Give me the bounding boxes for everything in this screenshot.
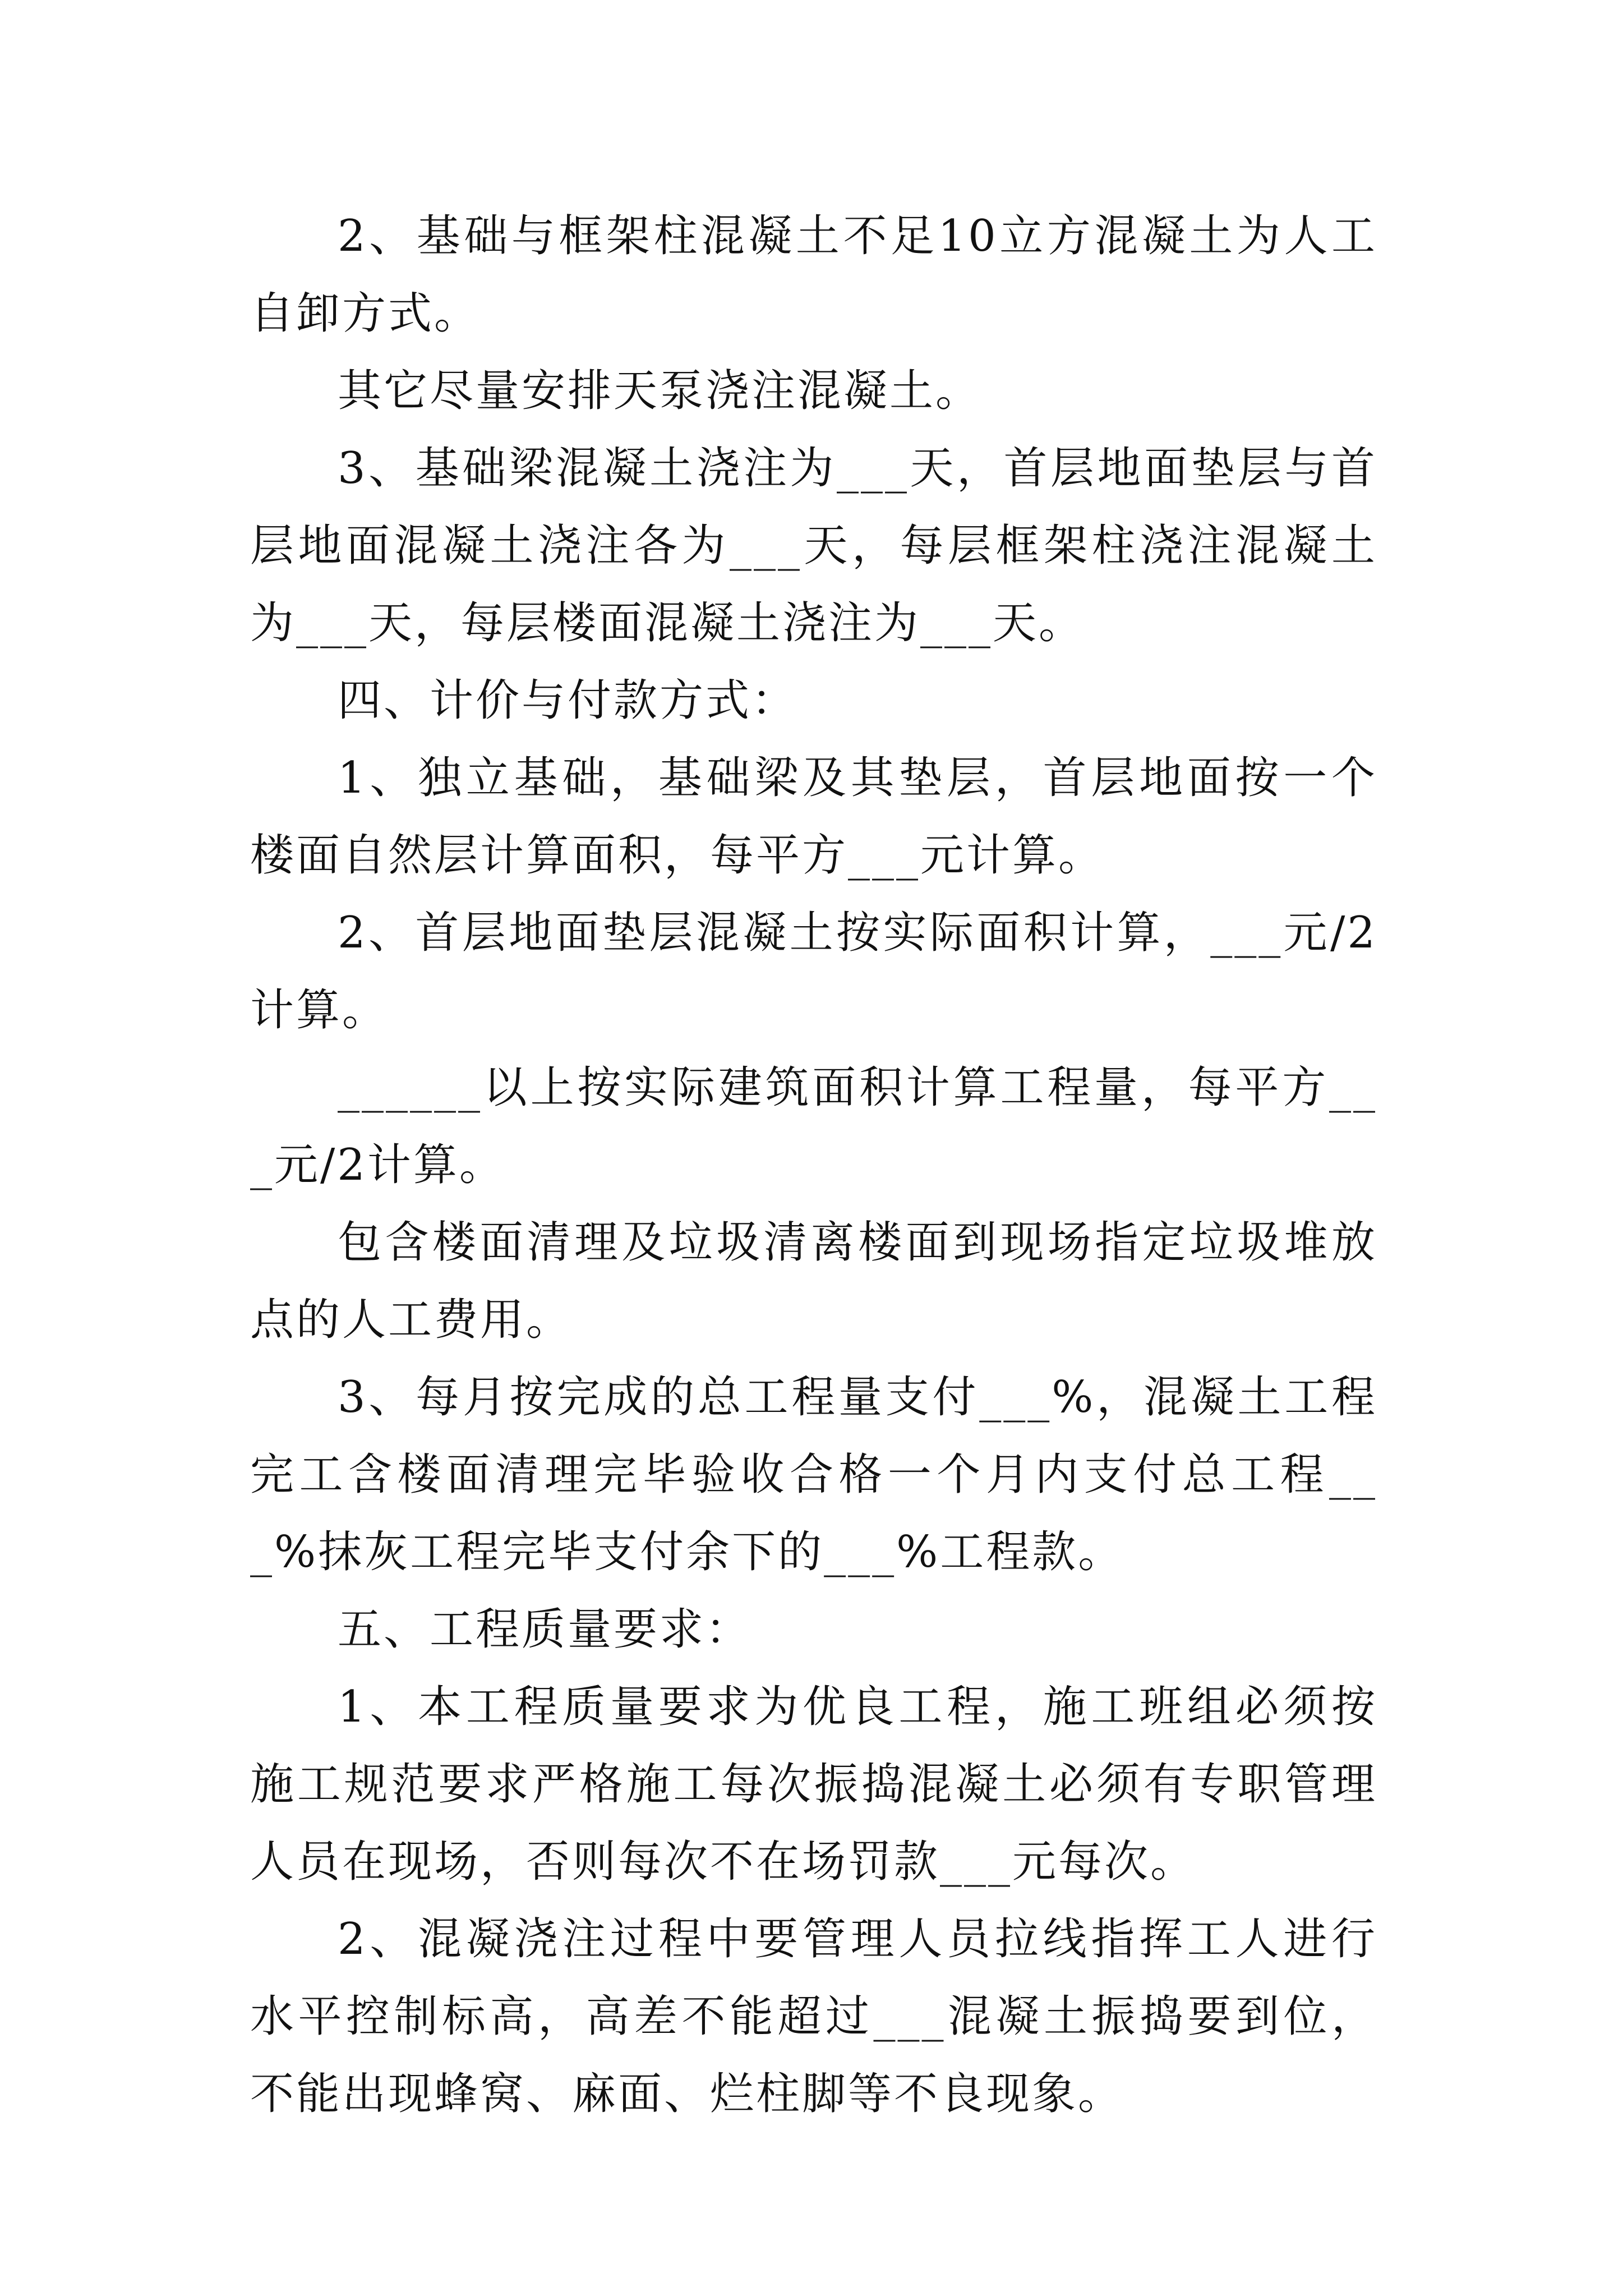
section-heading-pricing-payment: 四、计价与付款方式： <box>338 675 798 726</box>
document-body <box>250 197 1377 2133</box>
paragraph-pricing-item-2: 2、首层地面垫层混凝土按实际面积计算，___元/2计算。 <box>250 908 1377 1036</box>
paragraph-payment-item-3: 3、每月按完成的总工程量支付___%，混凝土工程完工含楼面清理完毕验收合格一个月内支付总工程___%抹灰工程完毕支付余下的___%工程款。 <box>250 1372 1377 1577</box>
section-heading-quality-requirements: 五、工程质量要求： <box>338 1604 752 1655</box>
paragraph-pump-pouring: 其它尽量安排天泵浇注混凝土。 <box>338 366 982 416</box>
paragraph-pricing-item-1: 1、独立基础，基础梁及其垫层，首层地面按一个楼面自然层计算面积，每平方___元计算。 <box>250 753 1377 881</box>
paragraph-item-2-pouring-method: 2、基础与框架柱混凝土不足10立方混凝土为人工自卸方式。 <box>250 211 1377 339</box>
paragraph-building-area-pricing: ______以上按实际建筑面积计算工程量，每平方___元/2计算。 <box>250 1062 1377 1190</box>
paragraph-quality-item-1: 1、本工程质量要求为优良工程，施工班组必须按施工规范要求严格施工每次振捣混凝土必须有专职管理人员在现场，否则每次不在场罚款___元每次。 <box>250 1682 1377 1887</box>
paragraph-cleanup-labor: 包含楼面清理及垃圾清离楼面到现场指定垃圾堆放点的人工费用。 <box>250 1217 1377 1345</box>
paragraph-item-3-pouring-days: 3、基础梁混凝土浇注为___天，首层地面垫层与首层地面混凝土浇注各为___天，每层框架柱浇注混凝土为___天，每层楼面混凝土浇注为___天。 <box>250 443 1377 648</box>
paragraph-quality-item-2: 2、混凝浇注过程中要管理人员拉线指挥工人进行水平控制标高，高差不能超过___混凝土振捣要到位，不能出现蜂窝、麻面、烂柱脚等不良现象。 <box>250 1914 1377 2119</box>
